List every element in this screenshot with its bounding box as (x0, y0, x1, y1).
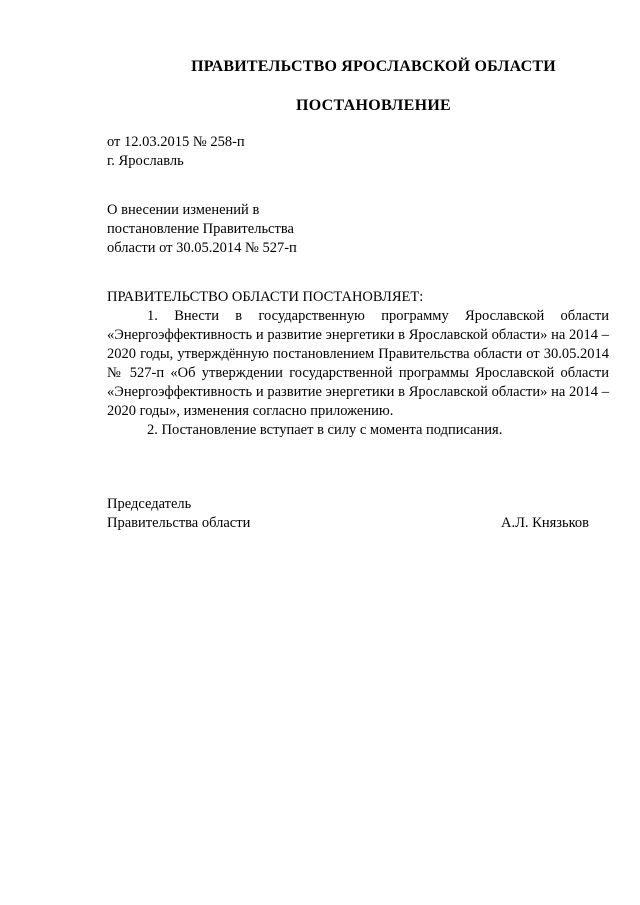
decree-item-1: 1. Внести в государственную программу Ярославской области «Энергоэффективность и развитие энергетики в Ярославской области» на 2014 – 2020 годы, утверждённую постановлением Правительства области от 30.05.2014 № 527-п «Об утверждении государственной программы Ярославской области «Энергоэффективность и развитие энергетики в Ярославской области» на 2014 – 2020 годы», изменения согласно приложению. (107, 308, 609, 419)
subject-line-3: области от 30.05.2014 № 527-п (107, 240, 297, 256)
signature-title-line-1: Председатель (107, 496, 192, 512)
document-type-title: ПОСТАНОВЛЕНИЕ (295, 97, 452, 114)
signature-title-line-2: Правительства области (107, 515, 251, 531)
signature-block (107, 495, 589, 533)
signatory-name: А.Л. Князьков (500, 515, 589, 531)
place: г. Ярославль (107, 153, 184, 169)
document-subject (107, 201, 297, 258)
decree-item-2: 2. Постановление вступает в силу с момента подписания. (147, 422, 503, 438)
signature-row (107, 514, 589, 533)
subject-line-1: О внесении изменений в (107, 202, 260, 218)
subject-line-2: постановление Правительства (107, 221, 294, 237)
document-meta (107, 133, 245, 171)
document-body (107, 288, 609, 440)
decree-heading: ПРАВИТЕЛЬСТВО ОБЛАСТИ ПОСТАНОВЛЯЕТ: (107, 289, 424, 305)
organization-title: ПРАВИТЕЛЬСТВО ЯРОСЛАВСКОЙ ОБЛАСТИ (191, 58, 556, 75)
date-number: от 12.03.2015 № 258-п (107, 134, 245, 150)
